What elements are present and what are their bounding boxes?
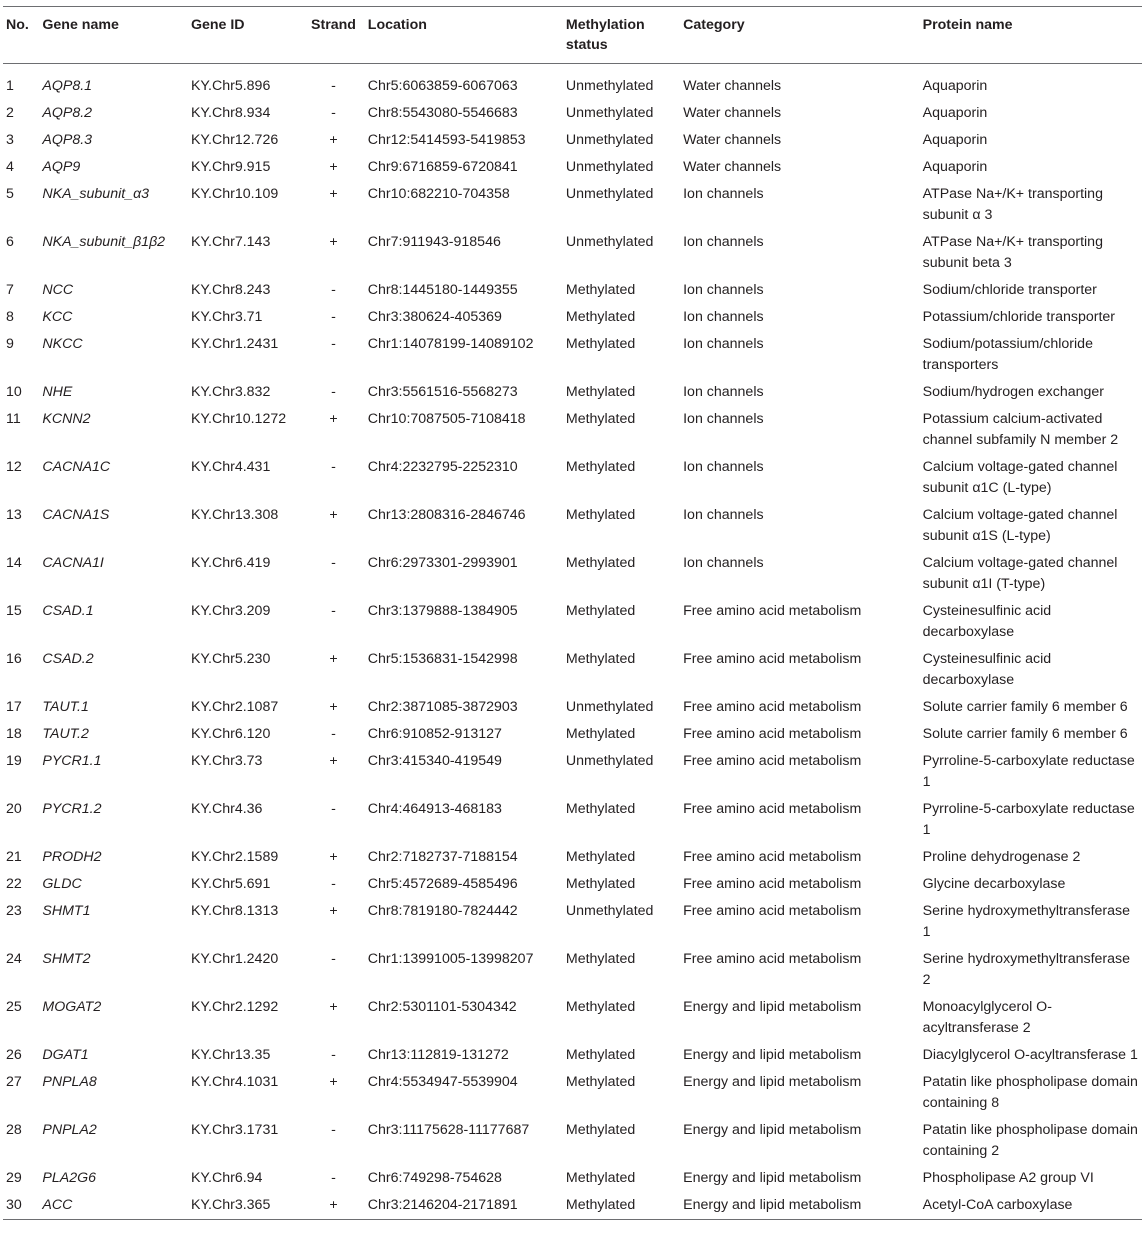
table-body [3,64,1142,1220]
cell-category: Free amino acid metabolism [683,726,862,742]
cell-no: 17 [6,699,22,715]
cell-protein-name: Sodium/potassium/chloride transporters [922,336,1093,373]
cell-category: Energy and lipid metabolism [683,999,862,1015]
cell-gene-name: SHMT2 [42,951,91,967]
cell-gene-name: NKCC [42,336,83,352]
cell-methylation-status: Unmethylated [565,699,654,715]
cell-protein-name: Aquaporin [922,132,988,148]
cell-gene-id: KY.Chr5.691 [190,876,271,892]
cell-gene-id: KY.Chr8.1313 [190,903,279,919]
table-row [3,454,1142,502]
cell-no: 18 [6,726,22,742]
cell-protein-name: Phospholipase A2 group VI [922,1170,1094,1186]
cell-gene-id: KY.Chr3.73 [190,753,263,769]
table-row [3,721,1142,748]
cell-gene-id: KY.Chr7.143 [190,234,271,250]
cell-gene-name: KCC [42,309,73,325]
cell-location: Chr1:14078199-14089102 [367,336,534,352]
cell-protein-name: Sodium/chloride transporter [922,282,1097,298]
cell-methylation-status: Methylated [565,999,636,1015]
cell-location: Chr6:910852-913127 [367,726,502,742]
cell-gene-name: SHMT1 [42,903,91,919]
cell-location: Chr3:11175628-11177687 [367,1122,530,1138]
cell-no: 10 [6,384,22,400]
cell-location: Chr5:1536831-1542998 [367,651,518,667]
header-location: Location [367,17,427,33]
table-row [3,1069,1142,1117]
cell-gene-id: KY.Chr4.36 [190,801,263,817]
cell-location: Chr8:1445180-1449355 [367,282,518,298]
cell-category: Energy and lipid metabolism [683,1170,862,1186]
cell-protein-name: Monoacylglycerol O-acyltransferase 2 [922,999,1052,1036]
cell-gene-id: KY.Chr5.896 [190,78,271,94]
cell-gene-id: KY.Chr2.1087 [190,699,279,715]
table-row [3,277,1142,304]
cell-methylation-status: Methylated [565,336,636,352]
table-row [3,844,1142,871]
header-no: No. [6,17,29,33]
cell-gene-id: KY.Chr6.120 [190,726,271,742]
cell-category: Ion channels [683,411,764,427]
cell-strand: - [331,105,336,121]
cell-gene-name: CSAD.1 [42,603,94,619]
cell-gene-id: KY.Chr3.832 [190,384,271,400]
cell-location: Chr4:2232795-2252310 [367,459,518,475]
cell-strand: + [329,849,338,865]
cell-strand: - [331,603,336,619]
cell-location: Chr7:911943-918546 [367,234,501,250]
cell-strand: + [329,903,338,919]
cell-protein-name: Calcium voltage-gated channel subunit α1C (L-type) [922,459,1118,496]
cell-gene-id: KY.Chr4.1031 [190,1074,279,1090]
cell-protein-name: Patatin like phospholipase domain containing 8 [922,1074,1138,1111]
cell-no: 14 [6,555,22,571]
cell-methylation-status: Unmethylated [565,132,654,148]
cell-gene-name: PYCR1.2 [42,801,102,817]
header-gene-id: Gene ID [190,17,245,33]
table-row [3,64,1142,101]
cell-category: Ion channels [683,555,764,571]
header-strand: Strand [311,17,356,33]
cell-location: Chr2:3871085-3872903 [367,699,518,715]
cell-protein-name: ATPase Na+/K+ transporting subunit beta 3 [922,234,1103,271]
cell-no: 6 [6,234,14,250]
cell-category: Free amino acid metabolism [683,876,862,892]
cell-protein-name: ATPase Na+/K+ transporting subunit α 3 [922,186,1103,223]
cell-no: 27 [6,1074,22,1090]
table-row [3,898,1142,946]
cell-gene-name: PRODH2 [42,849,102,865]
table-row [3,646,1142,694]
cell-strand: - [331,309,336,325]
table-row [3,748,1142,796]
cell-protein-name: Patatin like phospholipase domain containing 2 [922,1122,1138,1159]
cell-category: Free amino acid metabolism [683,753,862,769]
cell-methylation-status: Methylated [565,507,636,523]
cell-category: Ion channels [683,234,764,250]
cell-category: Ion channels [683,507,764,523]
cell-gene-id: KY.Chr12.726 [190,132,279,148]
table-row [3,331,1142,379]
table-row [3,694,1142,721]
cell-location: Chr4:5534947-5539904 [367,1074,518,1090]
cell-category: Water channels [683,132,782,148]
cell-location: Chr3:415340-419549 [367,753,502,769]
cell-strand: - [331,951,336,967]
table-header-row [3,7,1142,64]
cell-strand: - [331,726,336,742]
cell-strand: - [331,336,336,352]
table-row [3,379,1142,406]
cell-gene-name: PNPLA8 [42,1074,97,1090]
cell-methylation-status: Unmethylated [565,78,654,94]
cell-no: 28 [6,1122,22,1138]
cell-protein-name: Cysteinesulfinic acid decarboxylase [922,651,1052,688]
cell-gene-id: KY.Chr8.243 [190,282,271,298]
cell-category: Ion channels [683,309,764,325]
header-protein-name: Protein name [922,17,1013,33]
cell-category: Free amino acid metabolism [683,651,862,667]
cell-gene-id: KY.Chr6.94 [190,1170,263,1186]
cell-category: Ion channels [683,186,764,202]
cell-no: 21 [6,849,22,865]
cell-strand: + [329,1074,338,1090]
cell-gene-name: TAUT.1 [42,699,89,715]
cell-protein-name: Acetyl-CoA carboxylase [922,1197,1073,1213]
cell-methylation-status: Methylated [565,651,636,667]
table-row [3,1117,1142,1165]
table-row [3,181,1142,229]
table-row [3,1042,1142,1069]
table-row [3,598,1142,646]
cell-gene-name: PLA2G6 [42,1170,97,1186]
cell-location: Chr12:5414593-5419853 [367,132,526,148]
cell-gene-id: KY.Chr8.934 [190,105,271,121]
cell-methylation-status: Methylated [565,726,636,742]
cell-strand: + [329,651,338,667]
cell-gene-id: KY.Chr3.71 [190,309,263,325]
cell-gene-id: KY.Chr4.431 [190,459,271,475]
cell-strand: + [329,159,338,175]
cell-gene-name: AQP8.1 [42,78,93,94]
cell-no: 30 [6,1197,22,1213]
cell-category: Water channels [683,159,782,175]
cell-gene-name: DGAT1 [42,1047,89,1063]
table-row [3,1192,1142,1220]
cell-category: Ion channels [683,384,764,400]
table-row [3,304,1142,331]
cell-gene-name: AQP8.3 [42,132,93,148]
cell-category: Energy and lipid metabolism [683,1197,862,1213]
cell-gene-name: NHE [42,384,73,400]
cell-strand: - [331,1170,336,1186]
cell-methylation-status: Methylated [565,384,636,400]
cell-protein-name: Potassium/chloride transporter [922,309,1116,325]
cell-strand: - [331,459,336,475]
header-methylation-status: Methylation status [565,17,645,53]
cell-gene-name: TAUT.2 [42,726,89,742]
cell-methylation-status: Methylated [565,555,636,571]
gene-table [3,6,1142,1220]
cell-methylation-status: Methylated [565,876,636,892]
table-row [3,100,1142,127]
cell-gene-id: KY.Chr1.2420 [190,951,279,967]
header-gene-name: Gene name [42,17,119,33]
cell-no: 3 [6,132,14,148]
cell-location: Chr6:749298-754628 [367,1170,502,1186]
cell-no: 5 [6,186,14,202]
cell-gene-id: KY.Chr1.2431 [190,336,279,352]
cell-no: 1 [6,78,14,94]
cell-methylation-status: Unmethylated [565,753,654,769]
cell-no: 4 [6,159,14,175]
cell-location: Chr3:2146204-2171891 [367,1197,518,1213]
cell-protein-name: Pyrroline-5-carboxylate reductase 1 [922,753,1135,790]
cell-methylation-status: Methylated [565,1074,636,1090]
table-row [3,154,1142,181]
cell-category: Energy and lipid metabolism [683,1074,862,1090]
cell-location: Chr8:7819180-7824442 [367,903,518,919]
cell-location: Chr4:464913-468183 [367,801,502,817]
cell-methylation-status: Methylated [565,309,636,325]
cell-strand: + [329,132,338,148]
cell-methylation-status: Methylated [565,801,636,817]
cell-location: Chr9:6716859-6720841 [367,159,518,175]
cell-strand: + [329,699,338,715]
cell-strand: - [331,555,336,571]
cell-methylation-status: Unmethylated [565,234,654,250]
cell-gene-id: KY.Chr2.1589 [190,849,279,865]
cell-protein-name: Aquaporin [922,78,988,94]
table-row [3,406,1142,454]
cell-no: 16 [6,651,22,667]
cell-gene-name: MOGAT2 [42,999,102,1015]
cell-methylation-status: Methylated [565,1197,636,1213]
cell-gene-name: AQP8.2 [42,105,93,121]
cell-gene-name: CACNA1C [42,459,111,475]
cell-location: Chr13:2808316-2846746 [367,507,526,523]
cell-category: Free amino acid metabolism [683,699,862,715]
cell-strand: + [329,1197,338,1213]
cell-protein-name: Pyrroline-5-carboxylate reductase 1 [922,801,1135,838]
cell-location: Chr2:5301101-5304342 [367,999,517,1015]
table-row [3,994,1142,1042]
header-category: Category [683,17,745,33]
cell-no: 11 [6,411,21,427]
cell-gene-id: KY.Chr10.109 [190,186,279,202]
cell-gene-name: KCNN2 [42,411,91,427]
cell-category: Free amino acid metabolism [683,849,862,865]
table-row [3,229,1142,277]
table-row [3,502,1142,550]
cell-strand: + [329,234,338,250]
cell-methylation-status: Unmethylated [565,105,654,121]
table-row [3,127,1142,154]
cell-gene-name: CACNA1I [42,555,104,571]
cell-category: Free amino acid metabolism [683,951,862,967]
cell-gene-id: KY.Chr13.308 [190,507,279,523]
cell-strand: - [331,1047,336,1063]
cell-no: 9 [6,336,14,352]
cell-no: 25 [6,999,22,1015]
cell-methylation-status: Methylated [565,282,636,298]
cell-gene-name: CACNA1S [42,507,110,523]
cell-location: Chr13:112819-131272 [367,1047,509,1063]
cell-location: Chr2:7182737-7188154 [367,849,518,865]
cell-gene-id: KY.Chr13.35 [190,1047,271,1063]
cell-protein-name: Solute carrier family 6 member 6 [922,699,1128,715]
cell-gene-id: KY.Chr5.230 [190,651,271,667]
cell-methylation-status: Unmethylated [565,903,654,919]
cell-protein-name: Solute carrier family 6 member 6 [922,726,1128,742]
cell-no: 7 [6,282,14,298]
cell-location: Chr5:6063859-6067063 [367,78,518,94]
cell-location: Chr10:7087505-7108418 [367,411,526,427]
cell-methylation-status: Unmethylated [565,159,654,175]
cell-gene-name: NCC [42,282,74,298]
cell-methylation-status: Methylated [565,951,636,967]
cell-protein-name: Sodium/hydrogen exchanger [922,384,1105,400]
cell-location: Chr10:682210-704358 [367,186,510,202]
table-row [3,946,1142,994]
cell-methylation-status: Methylated [565,849,636,865]
cell-protein-name: Aquaporin [922,105,988,121]
cell-strand: + [329,753,338,769]
cell-no: 13 [6,507,22,523]
cell-methylation-status: Methylated [565,459,636,475]
cell-gene-id: KY.Chr3.365 [190,1197,271,1213]
cell-gene-name: AQP9 [42,159,81,175]
cell-strand: + [329,411,338,427]
cell-methylation-status: Methylated [565,603,636,619]
cell-category: Ion channels [683,282,764,298]
cell-gene-id: KY.Chr9.915 [190,159,271,175]
cell-gene-id: KY.Chr10.1272 [190,411,287,427]
cell-strand: - [331,1122,336,1138]
cell-strand: + [329,999,338,1015]
table-row [3,796,1142,844]
cell-protein-name: Serine hydroxymethyltransferase 2 [922,951,1131,988]
cell-category: Water channels [683,105,782,121]
cell-location: Chr3:5561516-5568273 [367,384,518,400]
cell-no: 23 [6,903,22,919]
cell-no: 22 [6,876,22,892]
cell-gene-name: CSAD.2 [42,651,94,667]
cell-category: Ion channels [683,336,764,352]
cell-category: Free amino acid metabolism [683,603,862,619]
cell-gene-name: GLDC [42,876,82,892]
cell-gene-name: PYCR1.1 [42,753,102,769]
cell-methylation-status: Unmethylated [565,186,654,202]
cell-strand: - [331,801,336,817]
cell-gene-name: PNPLA2 [42,1122,97,1138]
cell-gene-name: ACC [42,1197,73,1213]
cell-methylation-status: Methylated [565,1122,636,1138]
cell-location: Chr1:13991005-13998207 [367,951,534,967]
cell-category: Water channels [683,78,782,94]
cell-location: Chr8:5543080-5546683 [367,105,518,121]
cell-protein-name: Cysteinesulfinic acid decarboxylase [922,603,1052,640]
cell-protein-name: Diacylglycerol O-acyltransferase 1 [922,1047,1138,1063]
cell-protein-name: Glycine decarboxylase [922,876,1066,892]
cell-no: 26 [6,1047,22,1063]
cell-strand: + [329,186,338,202]
table-row [3,871,1142,898]
cell-strand: - [331,282,336,298]
cell-no: 15 [6,603,22,619]
cell-gene-name: NKA_subunit_β1β2 [42,234,166,250]
cell-category: Ion channels [683,459,764,475]
cell-no: 24 [6,951,22,967]
cell-no: 8 [6,309,14,325]
cell-location: Chr3:380624-405369 [367,309,502,325]
cell-location: Chr5:4572689-4585496 [367,876,518,892]
cell-protein-name: Calcium voltage-gated channel subunit α1I (T-type) [922,555,1118,592]
cell-protein-name: Proline dehydrogenase 2 [922,849,1081,865]
cell-strand: + [329,507,338,523]
cell-category: Free amino acid metabolism [683,801,862,817]
cell-no: 2 [6,105,14,121]
cell-protein-name: Aquaporin [922,159,988,175]
cell-no: 12 [6,459,22,475]
cell-gene-id: KY.Chr6.419 [190,555,271,571]
cell-category: Free amino acid metabolism [683,903,862,919]
table-row [3,1165,1142,1192]
cell-protein-name: Potassium calcium-activated channel subfamily N member 2 [922,411,1119,448]
cell-category: Energy and lipid metabolism [683,1047,862,1063]
cell-no: 20 [6,801,22,817]
cell-gene-name: NKA_subunit_α3 [42,186,150,202]
cell-strand: - [331,78,336,94]
cell-no: 19 [6,753,22,769]
cell-strand: - [331,876,336,892]
cell-protein-name: Serine hydroxymethyltransferase 1 [922,903,1131,940]
table-row [3,550,1142,598]
cell-methylation-status: Methylated [565,411,636,427]
cell-methylation-status: Methylated [565,1170,636,1186]
cell-location: Chr3:1379888-1384905 [367,603,518,619]
cell-category: Energy and lipid metabolism [683,1122,862,1138]
cell-strand: - [331,384,336,400]
cell-gene-id: KY.Chr3.209 [190,603,271,619]
cell-gene-id: KY.Chr3.1731 [190,1122,279,1138]
cell-protein-name: Calcium voltage-gated channel subunit α1S (L-type) [922,507,1118,544]
cell-location: Chr6:2973301-2993901 [367,555,518,571]
cell-no: 29 [6,1170,22,1186]
cell-methylation-status: Methylated [565,1047,636,1063]
cell-gene-id: KY.Chr2.1292 [190,999,279,1015]
